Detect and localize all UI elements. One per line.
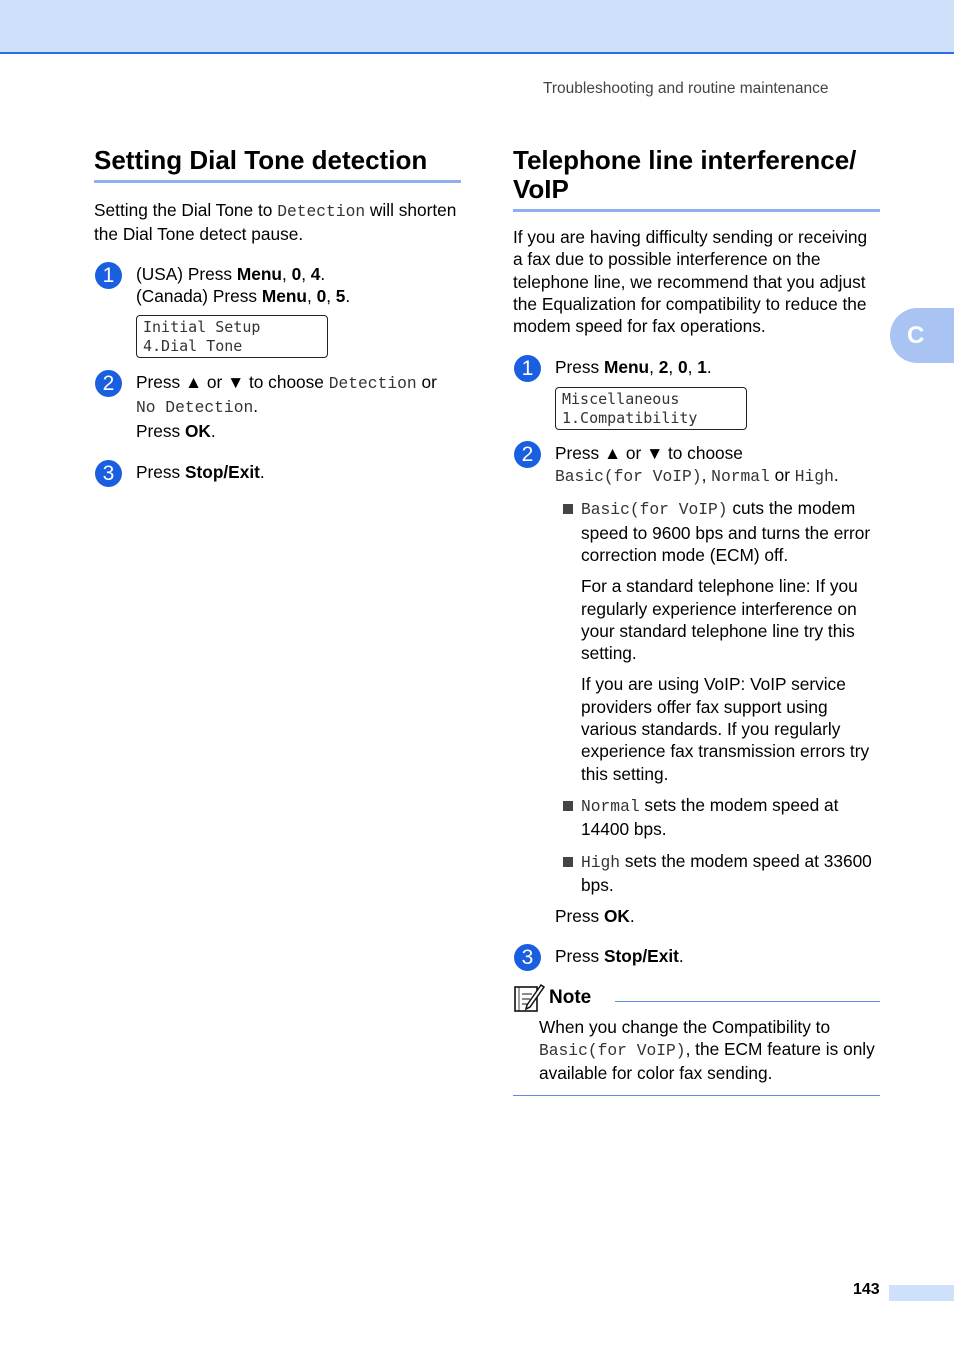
step-3 [513,945,880,970]
option-code: High [581,852,621,872]
step-text: or [416,372,437,393]
bullet-text: sets the modem speed at 33600 bps. [581,850,872,895]
bullet-square-icon [563,857,573,867]
step-text: (Canada) Press [136,285,262,306]
down-arrow-icon: ▼ [646,442,664,463]
interference-intro: If you are having difficulty sending or receiving a fax due to possible interference on the telephone line, we recommend that you adjust the Equalization for compatibility to reduce the modem speed for fax operations. [513,227,868,337]
note-text-end: , the ECM feature is only available for color fax sending. [539,1039,875,1084]
option-code: Normal [581,796,640,816]
key-ok: OK [184,420,211,441]
key-menu: Menu [236,263,282,284]
sep: , [306,285,317,306]
sep: , [701,465,712,486]
footer-band [889,1285,954,1301]
bullet-high [555,850,880,897]
note-box [513,982,880,1096]
option-code: Basic(for VoIP) [581,500,728,520]
title-line-2: VoIP [513,174,569,204]
bullet-basic-voip: If you are using VoIP: VoIP service providers offer fax support using various standards. If you regularly experience fax transmission errors try this setting. [581,674,870,784]
sep: . [629,906,635,927]
step-text: Press [555,946,604,967]
key-menu: Menu [603,357,650,378]
section-title-dial-tone: Setting Dial Tone detection [94,146,461,183]
step-3-text [136,461,461,483]
sep: . [320,263,326,284]
step-number-3-icon: 3 [514,944,541,971]
lcd-line-1: Initial Setup [143,318,261,337]
bullet-basic-text [581,497,880,566]
intro-code: Detection [277,202,366,221]
key: 4 [310,263,321,284]
dial-tone-intro [94,199,461,246]
step-1 [94,263,461,359]
sep: . [259,462,265,483]
key: 2 [658,357,669,378]
down-arrow-icon: ▼ [227,372,245,393]
step-number-3-icon: 3 [95,460,122,487]
intro-text: Setting the Dial Tone to [94,200,278,220]
step-text: Press [555,357,604,378]
bullet-square-icon [563,504,573,514]
title-line-1: Telephone line interference/ [513,145,857,175]
sep: , [668,357,678,378]
step-2 [94,371,461,442]
step-3 [94,461,461,486]
step-text: or [769,465,795,486]
sep: . [210,420,216,441]
step-text: Press [555,906,604,927]
sep: , [326,285,336,306]
left-column [94,145,461,486]
lcd-display [555,387,747,430]
lcd-display [136,315,328,358]
option-code: Basic(for VoIP) [555,467,702,487]
step-text: Press [136,462,185,483]
bullet-basic-standard: For a standard telephone line: If you regularly experience interference on your standard telephone line try this setting. [581,576,858,664]
step-1-text [555,356,880,378]
step-2-press-ok [555,905,880,927]
step-number-1-icon: 1 [95,262,122,289]
step-1-canada [136,285,461,307]
lcd-line-2: 4.Dial Tone [143,337,243,356]
lcd-line-1: Miscellaneous [562,389,680,408]
step-3-text [555,945,880,967]
key: 0 [291,263,302,284]
key: 1 [697,357,707,378]
step-1-usa [136,263,461,285]
option-code: High [794,467,834,487]
sep: , [281,263,292,284]
sep: . [833,465,839,486]
sep: . [706,357,712,378]
note-text [539,1016,880,1085]
option-code: Detection [328,374,417,394]
step-1 [513,356,880,429]
key: 5 [335,285,346,306]
key-ok: OK [603,906,630,927]
sep: , [301,263,311,284]
step-text: Press [136,372,185,393]
note-header [513,982,880,1014]
step-number-1-icon: 1 [514,355,541,382]
page-number: 143 [853,1281,880,1298]
lcd-line-2: 1.Compatibility [562,408,698,427]
bullet-normal-text [581,794,880,841]
key-stop-exit: Stop/Exit [184,462,260,483]
step-2-press-ok [136,420,461,442]
chapter-tab: C [890,308,954,363]
note-bottom-rule [513,1095,880,1096]
bullet-square-icon [563,801,573,811]
step-number-2-icon: 2 [95,370,122,397]
step-text: to choose [663,442,743,463]
step-text: (USA) Press [136,263,237,284]
step-2 [513,442,880,928]
note-text-start: When you change the Compatibility to [539,1016,831,1037]
key-stop-exit: Stop/Exit [603,946,679,967]
step-text: Press [555,442,604,463]
sep: . [253,396,259,417]
step-text: or [621,442,647,463]
up-arrow-icon: ▲ [603,442,622,463]
up-arrow-icon: ▲ [184,372,203,393]
bullet-text: cuts the modem speed to 9600 bps and turns the error correction mode (ECM) off. [581,498,871,565]
running-header: Troubleshooting and routine maintenance [543,80,829,97]
step-text: Press [136,420,185,441]
top-header-band [0,0,954,54]
bullet-basic [555,497,880,785]
bullet-text: sets the modem speed at 14400 bps. [581,794,839,840]
note-pencil-icon [513,983,545,1013]
key-menu: Menu [261,285,307,306]
key: 0 [316,285,327,306]
sep: , [649,357,659,378]
section-title-interference [513,146,880,212]
key: 0 [677,357,688,378]
sep: , [687,357,698,378]
bullet-high-text [581,850,880,897]
note-rule [615,1001,880,1002]
option-code: Normal [711,467,770,487]
step-2-text [136,371,461,420]
intro-text-end: will shorten the Dial Tone detect pause. [94,200,457,245]
step-2-text [555,442,880,489]
sep: . [678,946,684,967]
option-code: Basic(for VoIP) [539,1041,686,1061]
note-title: Note [549,986,592,1008]
step-text: or [202,372,228,393]
right-column [513,146,880,1096]
bullet-normal [555,794,880,841]
sep: . [345,285,351,306]
option-code: No Detection [136,398,254,418]
step-number-2-icon: 2 [514,441,541,468]
step-text: to choose [244,372,329,393]
